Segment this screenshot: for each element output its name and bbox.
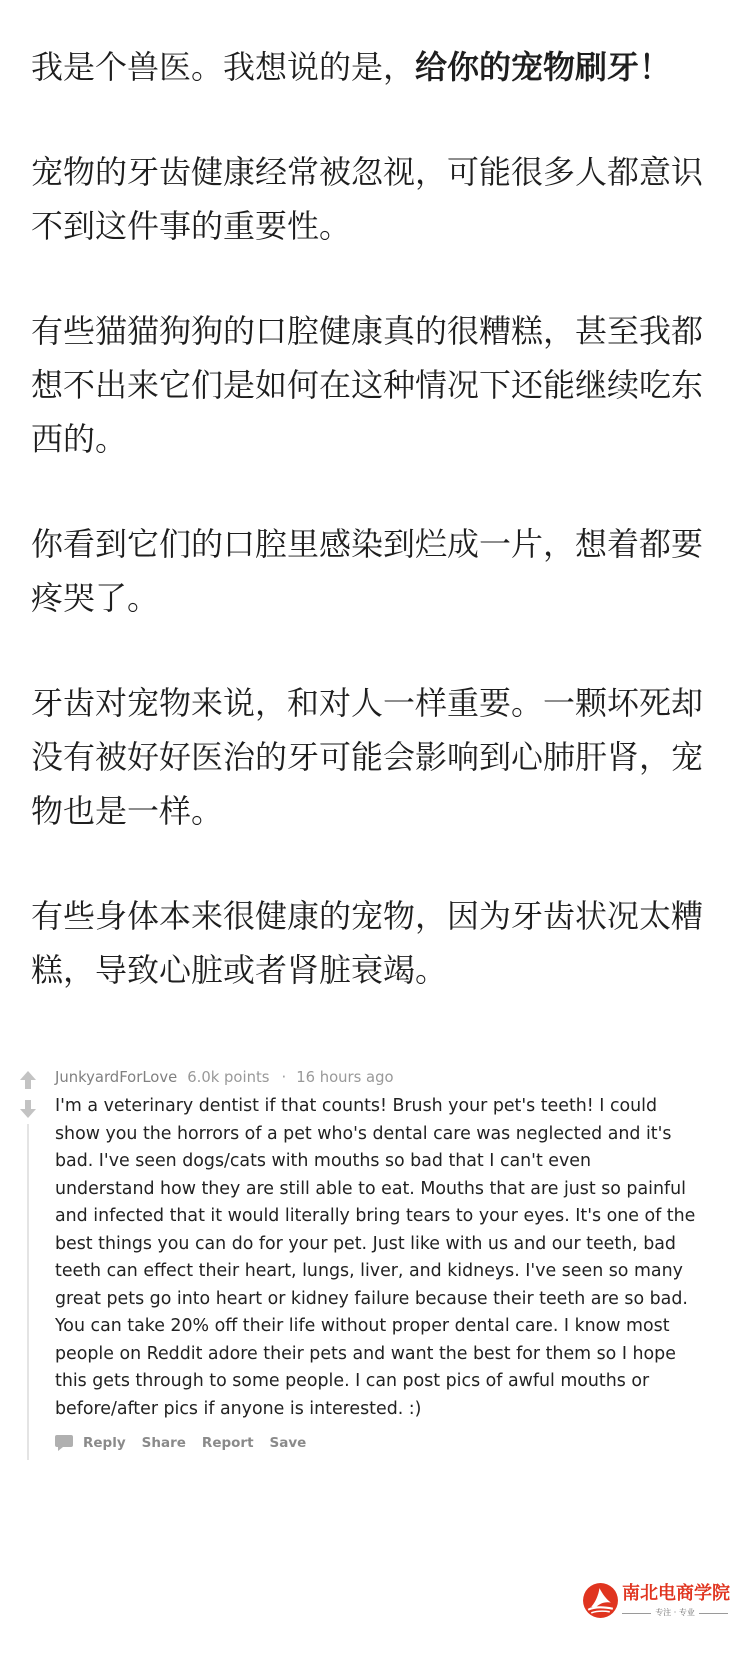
paragraph-line: 疼哭了。 — [31, 579, 160, 617]
downvote-arrow-icon — [20, 1100, 36, 1118]
comment-body — [55, 1093, 735, 1423]
reply-label: Reply — [83, 1435, 126, 1451]
comment-body-line: before/after pics if anyone is interested. :) — [55, 1398, 422, 1419]
paragraph-line: 糕，导致心脏或者肾脏衰竭。 — [31, 951, 448, 989]
comment-timestamp: 16 hours ago — [296, 1069, 394, 1086]
comment-thread-line[interactable] — [27, 1124, 29, 1460]
watermark-tagline: 专注 · 专业 — [655, 1608, 695, 1617]
paragraph-line — [31, 40, 731, 94]
reddit-comment — [0, 1060, 748, 1470]
comment-body-line: this gets through to some people. I can post pics of awful mouths or — [55, 1371, 650, 1391]
share-button[interactable]: Share — [141, 1435, 186, 1451]
watermark-name: 南北电商学院 — [622, 1583, 730, 1604]
paragraph-line: 西的。 — [31, 420, 128, 458]
comment-author-link[interactable]: JunkyardForLove — [55, 1069, 178, 1086]
comment-score: 6.0k points — [187, 1069, 270, 1086]
intro-emphasis: 给你的宠物刷牙！ — [415, 48, 672, 86]
paragraph-line: 有些身体本来很健康的宠物，因为牙齿状况太糟 — [31, 897, 704, 935]
watermark-logo — [582, 1580, 732, 1624]
paragraph-line: 没有被好好医治的牙可能会影响到心肺肝肾，宠 — [31, 738, 704, 776]
reply-button[interactable] — [55, 1435, 126, 1451]
comment-body-line: show you the horrors of a pet who's dental care was neglected and it's — [55, 1123, 672, 1144]
comment-body-line: teeth can effect their heart, lungs, liver, and kidneys. I've seen so many — [55, 1261, 683, 1281]
comment-body-line: I'm a veterinary dentist if that counts! Brush your pet's teeth! I could — [55, 1096, 658, 1116]
report-button[interactable]: Report — [201, 1435, 254, 1451]
paragraph-dental-neglect — [31, 145, 731, 253]
paragraph-line: 你看到它们的口腔里感染到烂成一片，想着都要 — [31, 525, 704, 563]
intro-text: 我是个兽医。我想说的是， — [31, 48, 416, 86]
paragraph-organs — [31, 676, 731, 838]
sailboat-logo-icon — [582, 1582, 619, 1619]
paragraph-line: 物也是一样。 — [31, 792, 224, 830]
paragraph-infection — [31, 517, 731, 625]
paragraph-intro — [31, 40, 731, 94]
tagline-separator: · — [281, 1069, 287, 1086]
comment-body-line: You can take 20% off their life without proper dental care. I know most — [55, 1316, 670, 1336]
paragraph-line: 不到这件事的重要性。 — [31, 207, 352, 245]
downvote-button[interactable] — [20, 1100, 36, 1118]
comment-body-line: best things you can do for your pet. Just like with us and our teeth, bad — [55, 1233, 676, 1254]
comment-bubble-icon — [55, 1435, 73, 1451]
save-button[interactable]: Save — [269, 1435, 307, 1451]
comment-body-line: great pets go into heart or kidney failure because their teeth are so bad. — [55, 1288, 688, 1309]
tagline-rule-right — [699, 1613, 728, 1614]
paragraph-line: 有些猫猫狗狗的口腔健康真的很糟糕，甚至我都 — [31, 312, 704, 350]
comment-body-line: understand how they are still able to eat. Mouths that are just so painful — [55, 1178, 686, 1199]
paragraph-organ-failure — [31, 889, 731, 997]
paragraph-line: 宠物的牙齿健康经常被忽视，可能很多人都意识 — [31, 153, 704, 191]
paragraph-line: 想不出来它们是如何在这种情况下还能继续吃东 — [31, 366, 704, 404]
watermark-tagline-row — [622, 1608, 728, 1618]
paragraph-bad-mouths — [31, 304, 731, 466]
comment-body-line: and infected that it would literally bring tears to your eyes. It's one of the — [55, 1206, 696, 1226]
comment-body-line: people on Reddit adore their pets and want the best for them so I hope — [55, 1343, 676, 1364]
paragraph-line: 牙齿对宠物来说，和对人一样重要。一颗坏死却 — [31, 684, 704, 722]
tagline-rule-left — [622, 1613, 651, 1614]
comment-body-line: bad. I've seen dogs/cats with mouths so bad that I can't even — [55, 1151, 592, 1171]
article-body — [31, 40, 731, 997]
comment-tagline — [55, 1067, 394, 1089]
upvote-button[interactable] — [20, 1071, 36, 1089]
comment-actions — [55, 1432, 306, 1454]
upvote-arrow-icon — [20, 1071, 36, 1089]
